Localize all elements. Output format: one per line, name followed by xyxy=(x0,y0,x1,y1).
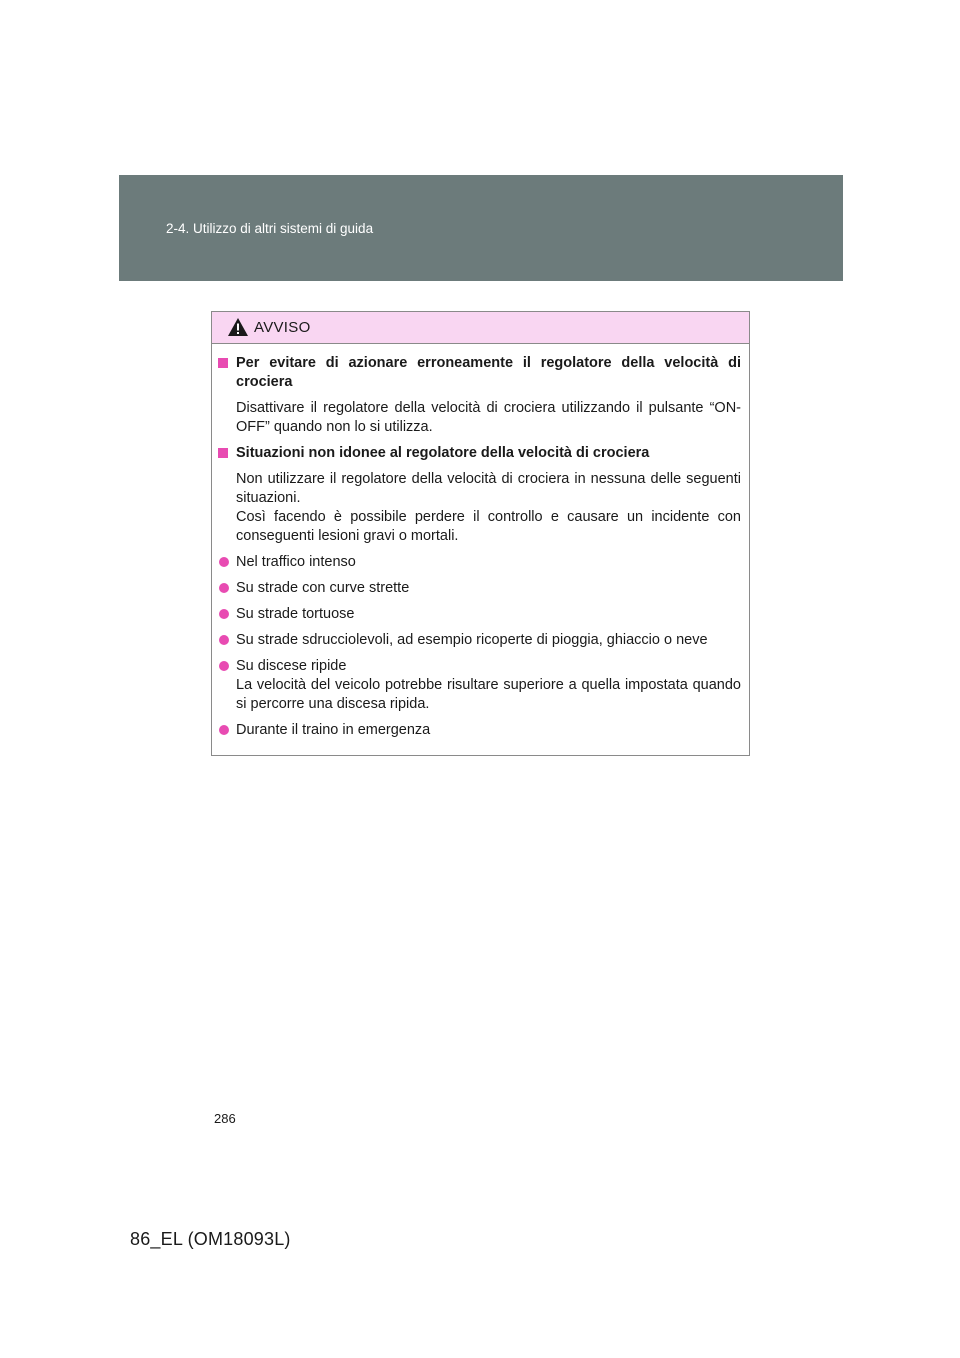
section-heading xyxy=(218,444,741,463)
warning-header xyxy=(212,312,749,344)
list-item xyxy=(218,631,741,650)
page-number: 286 xyxy=(214,1111,236,1126)
warning-label: AVVISO xyxy=(254,319,311,336)
section-paragraph: Disattivare il regolatore della velocità di crociera utilizzando il pulsante “ON-OFF” quando non lo si utilizza. xyxy=(236,400,741,435)
warning-section-1 xyxy=(218,354,741,437)
section-heading-text: Per evitare di azionare erroneamente il regolatore della velocità di crociera xyxy=(236,355,741,390)
list-item xyxy=(218,605,741,624)
list-item-detail: La velocità del veicolo potrebbe risultare superiore a quella impostata quando si percorre una discesa ripida. xyxy=(236,677,741,712)
list-item-text: Su strade sdrucciolevoli, ad esempio ricoperte di pioggia, ghiaccio o neve xyxy=(236,632,708,648)
section-heading-text: Situazioni non idonee al regolatore della velocità di crociera xyxy=(236,445,650,461)
list-item-text: Durante il traino in emergenza xyxy=(236,722,431,738)
round-bullet-icon xyxy=(219,725,229,735)
round-bullet-icon xyxy=(219,609,229,619)
list-item xyxy=(218,579,741,598)
list-item xyxy=(218,553,741,572)
paragraph-line: Non utilizzare il regolatore della velocità di crociera in nessuna delle seguenti situazioni. xyxy=(236,471,741,506)
warning-section-2 xyxy=(218,444,741,740)
warning-body xyxy=(212,344,749,740)
paragraph-line: Così facendo è possibile perdere il controllo e causare un incidente con conseguenti lesioni gravi o mortali. xyxy=(236,509,741,544)
list-item-text: Su strade tortuose xyxy=(236,606,355,622)
round-bullet-icon xyxy=(219,583,229,593)
square-bullet-icon xyxy=(218,358,228,368)
round-bullet-icon xyxy=(219,557,229,567)
section-heading xyxy=(218,354,741,392)
list-item-text: Nel traffico intenso xyxy=(236,554,356,570)
warning-triangle-icon xyxy=(227,317,249,337)
square-bullet-icon xyxy=(218,448,228,458)
section-header-band xyxy=(119,175,843,281)
situation-list xyxy=(218,553,741,740)
round-bullet-icon xyxy=(219,635,229,645)
list-item-text: Su discese ripide xyxy=(236,658,347,674)
round-bullet-icon xyxy=(219,661,229,671)
warning-box xyxy=(211,311,750,756)
list-item xyxy=(218,721,741,740)
document-code: 86_EL (OM18093L) xyxy=(130,1229,291,1249)
section-title: 2-4. Utilizzo di altri sistemi di guida xyxy=(166,221,374,236)
section-paragraph xyxy=(218,470,741,546)
list-item xyxy=(218,657,741,714)
list-item-text: Su strade con curve strette xyxy=(236,580,410,596)
